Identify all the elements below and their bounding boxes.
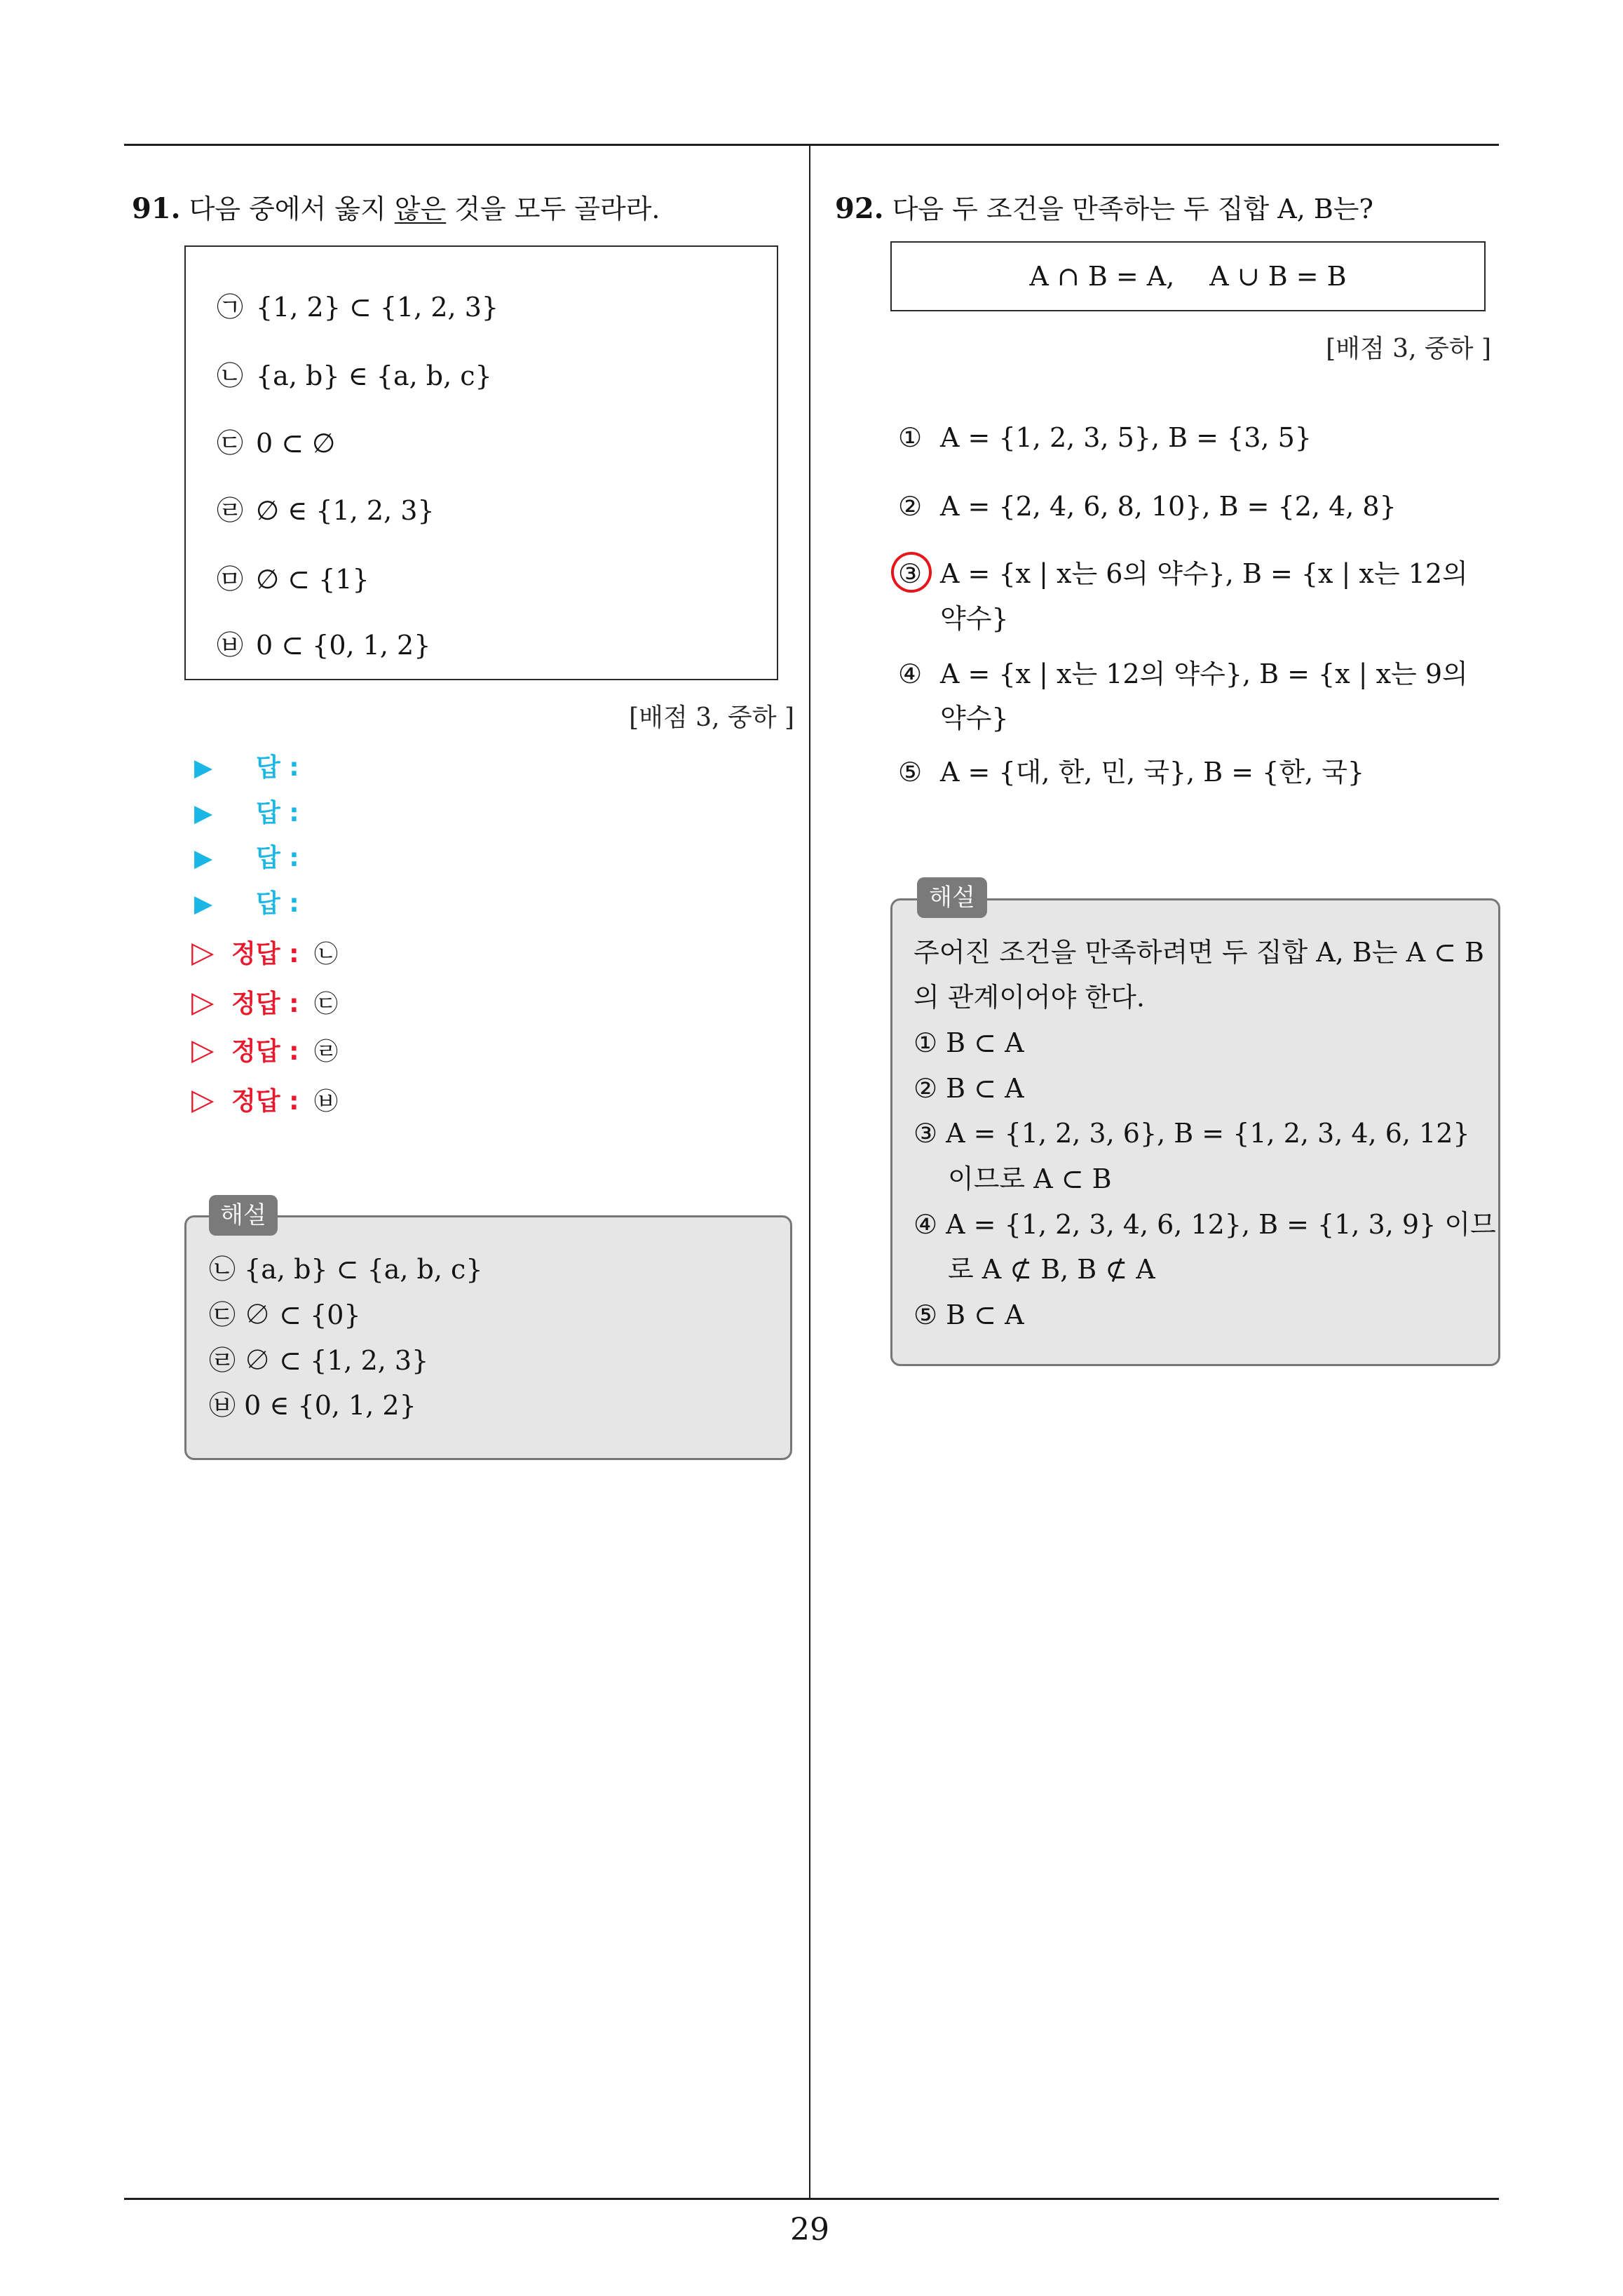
bottom-rule [124,2198,1499,2200]
q92-option [898,756,1364,788]
option-marker: ① [898,422,923,453]
answer-label: 답 : [256,889,299,918]
correct-answer-value: ㉥ [314,1088,338,1116]
choice-marker: ㉣ [217,495,244,526]
condition-1: A ∩ B = A, [1029,261,1175,292]
page-number: 29 [790,2212,829,2248]
explanation-line: 의 관계이어야 한다. [914,982,1145,1013]
q91-score: [배점 3, 중하 ] [629,703,794,732]
explanation-line: 로 A ⊄ B, B ⊄ A [948,1254,1155,1285]
question-prompt-part: 다음 중에서 옳지 [189,194,395,224]
choice-text: {1, 2} ⊂ {1, 2, 3} [256,292,499,323]
correct-answer-value: ㉢ [314,990,338,1018]
play-triangle-icon: ▶ [194,890,213,918]
question-prompt: 다음 두 조건을 만족하는 두 집합 A, B는? [892,194,1373,224]
q92-option [898,421,1312,454]
correct-answer-row [191,936,338,971]
option-text: A = {1, 2, 3, 5}, B = {3, 5} [940,422,1312,453]
q91-choice [217,563,369,595]
correct-answer-value: ㉣ [314,1038,338,1066]
answer-blank-row [194,752,299,784]
q91-choice [217,629,430,661]
choice-marker: ㉥ [217,630,244,661]
answer-label: 답 : [256,753,299,782]
correct-answer-row [191,1083,338,1118]
answer-label: 답 : [256,799,299,828]
play-triangle-icon: ▶ [194,844,213,872]
option-text: A = {x | x는 6의 약수}, B = {x | x는 12의 [940,558,1468,589]
choice-text: ∅ ∈ {1, 2, 3} [256,495,435,526]
choice-text: 0 ⊂ {0, 1, 2} [256,630,431,661]
explanation-line: ② B ⊂ A [914,1073,1024,1104]
q91-header [132,193,660,225]
play-triangle-icon: ▶ [194,799,213,828]
explanation-line: ① B ⊂ A [914,1027,1024,1058]
q91-choice [217,427,335,459]
correct-answer-label: 정답 : [231,990,299,1018]
q92-option [898,490,1397,522]
q92-option [898,558,1468,590]
explanation-line: ③ A = {1, 2, 3, 6}, B = {1, 2, 3, 4, 6, 12} [914,1118,1470,1149]
top-rule [124,144,1499,146]
correct-answer-label: 정답 : [231,940,299,968]
option-text-continuation: 약수} [940,603,1009,634]
column-divider [809,144,810,2199]
choice-text: ∅ ⊂ {1} [256,564,369,595]
q91-choice [217,494,435,527]
condition-line [892,260,1484,292]
option-marker: ④ [898,659,923,689]
answer-blank-row [194,797,299,830]
correct-answer-value: ㉡ [314,940,338,968]
explanation-line: ⑤ B ⊂ A [914,1299,1024,1330]
explanation-line: ㉥ 0 ∈ {0, 1, 2} [209,1390,416,1421]
option-marker: ② [898,491,923,522]
question-prompt-emphasis: 않은 [394,194,447,224]
choice-marker: ㉢ [217,428,244,459]
outline-triangle-icon: ▷ [191,1032,215,1067]
explanation-line: ㉡ {a, b} ⊂ {a, b, c} [209,1254,483,1285]
outline-triangle-icon: ▷ [191,985,215,1019]
correct-answer-label: 정답 : [231,1087,299,1116]
correct-answer-row [191,1034,338,1068]
q91-choice [217,360,492,392]
choice-marker: ㉡ [217,360,244,391]
choice-marker: ㉤ [217,564,244,595]
explanation-line: ④ A = {1, 2, 3, 4, 6, 12}, B = {1, 3, 9} 이므 [914,1209,1496,1240]
option-text: A = {x | x는 12의 약수}, B = {x | x는 9의 [940,659,1468,689]
q91-choice [217,291,498,323]
explanation-line: 이므로 A ⊂ B [948,1163,1112,1194]
option-text: A = {대, 한, 민, 국}, B = {한, 국} [940,757,1365,788]
correct-answer-row [191,986,338,1020]
choice-marker: ㉠ [217,292,244,323]
condition-2: A ∪ B = B [1209,261,1347,292]
question-number: 91. [132,192,181,225]
play-triangle-icon: ▶ [194,754,213,782]
q92-header [835,193,1373,225]
outline-triangle-icon: ▷ [191,935,215,969]
q92-score: [배점 3, 중하 ] [1326,335,1491,363]
correct-answer-label: 정답 : [231,1037,299,1066]
explanation-tab: 해설 [209,1195,278,1236]
answer-blank-row [194,888,299,920]
explanation-line: ㉢ ∅ ⊂ {0} [209,1299,361,1330]
option-text: A = {2, 4, 6, 8, 10}, B = {2, 4, 8} [940,491,1397,522]
answer-label: 답 : [256,844,299,872]
explanation-line: ㉣ ∅ ⊂ {1, 2, 3} [209,1345,429,1376]
answer-blank-row [194,842,299,874]
q91-explanation-box [184,1215,792,1460]
explanation-tab: 해설 [917,877,987,918]
outline-triangle-icon: ▷ [191,1082,215,1116]
choice-text: 0 ⊂ ∅ [256,428,336,459]
option-text-continuation: 약수} [940,703,1009,734]
question-number: 92. [835,192,884,225]
q92-condition-box [890,241,1486,311]
question-prompt-part: 것을 모두 골라라. [446,194,660,224]
explanation-line: 주어진 조건을 만족하려면 두 집합 A, B는 A ⊂ B [914,937,1484,968]
q92-option [898,658,1468,690]
option-marker: ⑤ [898,757,923,788]
option-marker: ③ [898,558,923,589]
choice-text: {a, b} ∈ {a, b, c} [256,360,492,391]
